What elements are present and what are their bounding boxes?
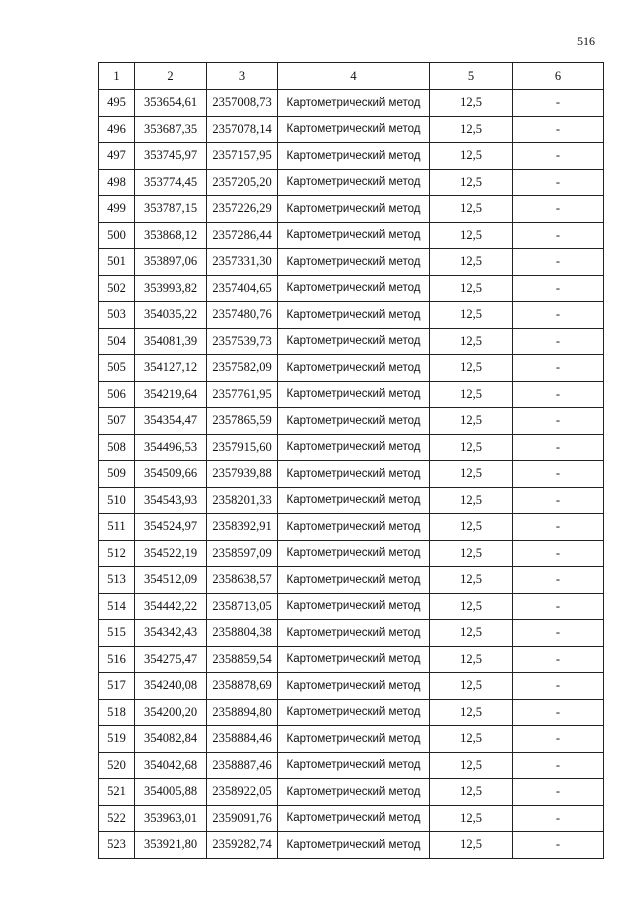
accuracy-cell: 12,5 xyxy=(430,434,513,461)
table-row xyxy=(99,381,604,408)
accuracy-cell: 12,5 xyxy=(430,222,513,249)
x-coordinate-cell: 354522,19 xyxy=(135,540,207,567)
note-cell: - xyxy=(513,514,604,541)
note-cell: - xyxy=(513,487,604,514)
table-row xyxy=(99,355,604,382)
table-row xyxy=(99,514,604,541)
accuracy-cell: 12,5 xyxy=(430,620,513,647)
note-cell: - xyxy=(513,699,604,726)
table-row xyxy=(99,249,604,276)
table-row xyxy=(99,540,604,567)
x-coordinate-cell: 353868,12 xyxy=(135,222,207,249)
point-number-cell: 506 xyxy=(99,381,135,408)
y-coordinate-cell: 2358804,38 xyxy=(207,620,278,647)
accuracy-cell: 12,5 xyxy=(430,169,513,196)
point-number-cell: 518 xyxy=(99,699,135,726)
point-number-cell: 515 xyxy=(99,620,135,647)
y-coordinate-cell: 2358884,46 xyxy=(207,726,278,753)
accuracy-cell: 12,5 xyxy=(430,487,513,514)
method-cell: Картометрический метод xyxy=(278,302,430,329)
method-cell: Картометрический метод xyxy=(278,726,430,753)
accuracy-cell: 12,5 xyxy=(430,355,513,382)
table-row xyxy=(99,116,604,143)
note-cell: - xyxy=(513,567,604,594)
x-coordinate-cell: 354042,68 xyxy=(135,752,207,779)
accuracy-cell: 12,5 xyxy=(430,805,513,832)
note-cell: - xyxy=(513,646,604,673)
point-number-cell: 519 xyxy=(99,726,135,753)
y-coordinate-cell: 2357404,65 xyxy=(207,275,278,302)
method-cell: Картометрический метод xyxy=(278,779,430,806)
method-cell: Картометрический метод xyxy=(278,196,430,223)
x-coordinate-cell: 354442,22 xyxy=(135,593,207,620)
note-cell: - xyxy=(513,461,604,488)
x-coordinate-cell: 353687,35 xyxy=(135,116,207,143)
note-cell: - xyxy=(513,196,604,223)
accuracy-cell: 12,5 xyxy=(430,196,513,223)
note-cell: - xyxy=(513,779,604,806)
page-number: 516 xyxy=(577,34,595,48)
note-cell: - xyxy=(513,832,604,859)
y-coordinate-cell: 2357539,73 xyxy=(207,328,278,355)
method-cell: Картометрический метод xyxy=(278,699,430,726)
y-coordinate-cell: 2358201,33 xyxy=(207,487,278,514)
note-cell: - xyxy=(513,143,604,170)
header-col-2: 2 xyxy=(135,63,207,90)
y-coordinate-cell: 2357939,88 xyxy=(207,461,278,488)
point-number-cell: 522 xyxy=(99,805,135,832)
note-cell: - xyxy=(513,169,604,196)
note-cell: - xyxy=(513,434,604,461)
x-coordinate-cell: 354275,47 xyxy=(135,646,207,673)
table-row xyxy=(99,222,604,249)
point-number-cell: 508 xyxy=(99,434,135,461)
table-row xyxy=(99,143,604,170)
x-coordinate-cell: 354509,66 xyxy=(135,461,207,488)
y-coordinate-cell: 2357286,44 xyxy=(207,222,278,249)
point-number-cell: 512 xyxy=(99,540,135,567)
point-number-cell: 497 xyxy=(99,143,135,170)
note-cell: - xyxy=(513,116,604,143)
point-number-cell: 507 xyxy=(99,408,135,435)
y-coordinate-cell: 2357008,73 xyxy=(207,90,278,117)
accuracy-cell: 12,5 xyxy=(430,832,513,859)
y-coordinate-cell: 2358878,69 xyxy=(207,673,278,700)
table-row xyxy=(99,461,604,488)
x-coordinate-cell: 353993,82 xyxy=(135,275,207,302)
method-cell: Картометрический метод xyxy=(278,408,430,435)
note-cell: - xyxy=(513,90,604,117)
method-cell: Картометрический метод xyxy=(278,355,430,382)
method-cell: Картометрический метод xyxy=(278,620,430,647)
accuracy-cell: 12,5 xyxy=(430,514,513,541)
accuracy-cell: 12,5 xyxy=(430,381,513,408)
note-cell: - xyxy=(513,726,604,753)
point-number-cell: 517 xyxy=(99,673,135,700)
table-body xyxy=(99,90,604,859)
accuracy-cell: 12,5 xyxy=(430,328,513,355)
x-coordinate-cell: 354035,22 xyxy=(135,302,207,329)
point-number-cell: 521 xyxy=(99,779,135,806)
point-number-cell: 505 xyxy=(99,355,135,382)
method-cell: Картометрический метод xyxy=(278,593,430,620)
y-coordinate-cell: 2357078,14 xyxy=(207,116,278,143)
table-row xyxy=(99,699,604,726)
x-coordinate-cell: 353897,06 xyxy=(135,249,207,276)
point-number-cell: 509 xyxy=(99,461,135,488)
x-coordinate-cell: 354512,09 xyxy=(135,567,207,594)
accuracy-cell: 12,5 xyxy=(430,540,513,567)
x-coordinate-cell: 353963,01 xyxy=(135,805,207,832)
header-row xyxy=(99,63,604,90)
point-number-cell: 501 xyxy=(99,249,135,276)
method-cell: Картометрический метод xyxy=(278,832,430,859)
x-coordinate-cell: 353921,80 xyxy=(135,832,207,859)
point-number-cell: 500 xyxy=(99,222,135,249)
x-coordinate-cell: 354543,93 xyxy=(135,487,207,514)
table-row xyxy=(99,90,604,117)
method-cell: Картометрический метод xyxy=(278,752,430,779)
note-cell: - xyxy=(513,328,604,355)
method-cell: Картометрический метод xyxy=(278,567,430,594)
accuracy-cell: 12,5 xyxy=(430,302,513,329)
method-cell: Картометрический метод xyxy=(278,169,430,196)
point-number-cell: 498 xyxy=(99,169,135,196)
point-number-cell: 520 xyxy=(99,752,135,779)
point-number-cell: 513 xyxy=(99,567,135,594)
method-cell: Картометрический метод xyxy=(278,90,430,117)
note-cell: - xyxy=(513,381,604,408)
x-coordinate-cell: 354240,08 xyxy=(135,673,207,700)
y-coordinate-cell: 2357157,95 xyxy=(207,143,278,170)
accuracy-cell: 12,5 xyxy=(430,593,513,620)
y-coordinate-cell: 2357480,76 xyxy=(207,302,278,329)
point-number-cell: 523 xyxy=(99,832,135,859)
x-coordinate-cell: 354082,84 xyxy=(135,726,207,753)
y-coordinate-cell: 2358713,05 xyxy=(207,593,278,620)
point-number-cell: 511 xyxy=(99,514,135,541)
y-coordinate-cell: 2357226,29 xyxy=(207,196,278,223)
table-row xyxy=(99,779,604,806)
x-coordinate-cell: 354081,39 xyxy=(135,328,207,355)
accuracy-cell: 12,5 xyxy=(430,116,513,143)
x-coordinate-cell: 354127,12 xyxy=(135,355,207,382)
y-coordinate-cell: 2357865,59 xyxy=(207,408,278,435)
y-coordinate-cell: 2358859,54 xyxy=(207,646,278,673)
method-cell: Картометрический метод xyxy=(278,461,430,488)
method-cell: Картометрический метод xyxy=(278,275,430,302)
note-cell: - xyxy=(513,302,604,329)
point-number-cell: 499 xyxy=(99,196,135,223)
y-coordinate-cell: 2359091,76 xyxy=(207,805,278,832)
x-coordinate-cell: 353774,45 xyxy=(135,169,207,196)
x-coordinate-cell: 354354,47 xyxy=(135,408,207,435)
x-coordinate-cell: 354524,97 xyxy=(135,514,207,541)
method-cell: Картометрический метод xyxy=(278,487,430,514)
y-coordinate-cell: 2358597,09 xyxy=(207,540,278,567)
table-row xyxy=(99,832,604,859)
table-row xyxy=(99,328,604,355)
x-coordinate-cell: 354496,53 xyxy=(135,434,207,461)
header-col-1: 1 xyxy=(99,63,135,90)
note-cell: - xyxy=(513,222,604,249)
method-cell: Картометрический метод xyxy=(278,143,430,170)
note-cell: - xyxy=(513,620,604,647)
accuracy-cell: 12,5 xyxy=(430,752,513,779)
accuracy-cell: 12,5 xyxy=(430,143,513,170)
table-row xyxy=(99,275,604,302)
x-coordinate-cell: 353745,97 xyxy=(135,143,207,170)
method-cell: Картометрический метод xyxy=(278,673,430,700)
y-coordinate-cell: 2357331,30 xyxy=(207,249,278,276)
point-number-cell: 496 xyxy=(99,116,135,143)
x-coordinate-cell: 353787,15 xyxy=(135,196,207,223)
table-row xyxy=(99,646,604,673)
header-col-3: 3 xyxy=(207,63,278,90)
point-number-cell: 503 xyxy=(99,302,135,329)
method-cell: Картометрический метод xyxy=(278,646,430,673)
point-number-cell: 514 xyxy=(99,593,135,620)
note-cell: - xyxy=(513,752,604,779)
method-cell: Картометрический метод xyxy=(278,514,430,541)
accuracy-cell: 12,5 xyxy=(430,461,513,488)
method-cell: Картометрический метод xyxy=(278,434,430,461)
y-coordinate-cell: 2358894,80 xyxy=(207,699,278,726)
table-row xyxy=(99,408,604,435)
table-row xyxy=(99,302,604,329)
accuracy-cell: 12,5 xyxy=(430,90,513,117)
method-cell: Картометрический метод xyxy=(278,805,430,832)
method-cell: Картометрический метод xyxy=(278,249,430,276)
note-cell: - xyxy=(513,408,604,435)
x-coordinate-cell: 354342,43 xyxy=(135,620,207,647)
y-coordinate-cell: 2357582,09 xyxy=(207,355,278,382)
note-cell: - xyxy=(513,355,604,382)
table-header xyxy=(99,63,604,90)
table-row xyxy=(99,805,604,832)
note-cell: - xyxy=(513,249,604,276)
table-row xyxy=(99,434,604,461)
note-cell: - xyxy=(513,593,604,620)
table-row xyxy=(99,196,604,223)
header-col-6: 6 xyxy=(513,63,604,90)
point-number-cell: 504 xyxy=(99,328,135,355)
table-row xyxy=(99,620,604,647)
y-coordinate-cell: 2357915,60 xyxy=(207,434,278,461)
method-cell: Картометрический метод xyxy=(278,540,430,567)
note-cell: - xyxy=(513,673,604,700)
accuracy-cell: 12,5 xyxy=(430,779,513,806)
accuracy-cell: 12,5 xyxy=(430,726,513,753)
point-number-cell: 495 xyxy=(99,90,135,117)
point-number-cell: 502 xyxy=(99,275,135,302)
table-row xyxy=(99,673,604,700)
y-coordinate-cell: 2358638,57 xyxy=(207,567,278,594)
header-col-5: 5 xyxy=(430,63,513,90)
accuracy-cell: 12,5 xyxy=(430,646,513,673)
x-coordinate-cell: 354200,20 xyxy=(135,699,207,726)
method-cell: Картометрический метод xyxy=(278,381,430,408)
table-row xyxy=(99,752,604,779)
y-coordinate-cell: 2357761,95 xyxy=(207,381,278,408)
table-row xyxy=(99,593,604,620)
header-col-4: 4 xyxy=(278,63,430,90)
x-coordinate-cell: 353654,61 xyxy=(135,90,207,117)
y-coordinate-cell: 2358392,91 xyxy=(207,514,278,541)
accuracy-cell: 12,5 xyxy=(430,699,513,726)
x-coordinate-cell: 354219,64 xyxy=(135,381,207,408)
point-number-cell: 516 xyxy=(99,646,135,673)
accuracy-cell: 12,5 xyxy=(430,567,513,594)
x-coordinate-cell: 354005,88 xyxy=(135,779,207,806)
method-cell: Картометрический метод xyxy=(278,116,430,143)
accuracy-cell: 12,5 xyxy=(430,249,513,276)
note-cell: - xyxy=(513,275,604,302)
y-coordinate-cell: 2358922,05 xyxy=(207,779,278,806)
table-row xyxy=(99,169,604,196)
coordinates-table xyxy=(98,62,604,859)
accuracy-cell: 12,5 xyxy=(430,408,513,435)
table-row xyxy=(99,567,604,594)
point-number-cell: 510 xyxy=(99,487,135,514)
note-cell: - xyxy=(513,540,604,567)
y-coordinate-cell: 2358887,46 xyxy=(207,752,278,779)
y-coordinate-cell: 2359282,74 xyxy=(207,832,278,859)
table-row xyxy=(99,487,604,514)
accuracy-cell: 12,5 xyxy=(430,275,513,302)
table-row xyxy=(99,726,604,753)
method-cell: Картометрический метод xyxy=(278,328,430,355)
method-cell: Картометрический метод xyxy=(278,222,430,249)
accuracy-cell: 12,5 xyxy=(430,673,513,700)
note-cell: - xyxy=(513,805,604,832)
y-coordinate-cell: 2357205,20 xyxy=(207,169,278,196)
